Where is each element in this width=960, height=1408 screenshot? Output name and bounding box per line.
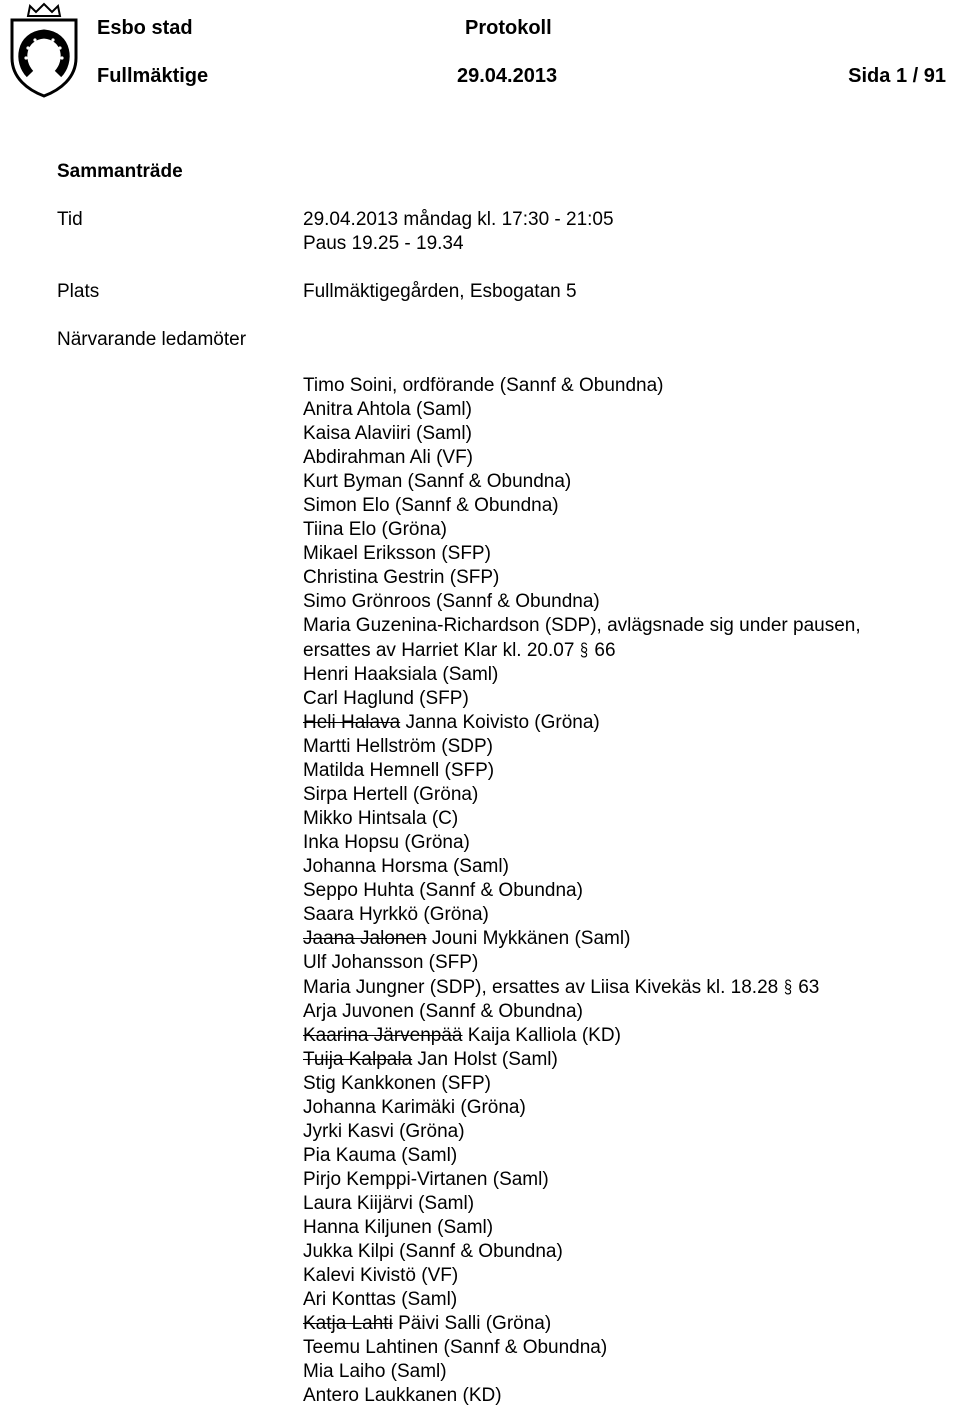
list-item — [303, 590, 953, 614]
list-item — [303, 518, 953, 542]
member-text: Janna Koivisto (Gröna) — [405, 712, 600, 733]
list-item — [303, 1120, 953, 1144]
member-text: Johanna Karimäki (Gröna) — [303, 1097, 526, 1118]
member-text: Timo Soini, ordförande (Sannf & Obundna) — [303, 375, 664, 396]
document-type: Protokoll — [465, 17, 552, 39]
list-item — [303, 783, 953, 807]
list-item — [303, 951, 953, 975]
section-ref: 66 — [594, 640, 616, 661]
list-item — [303, 1240, 953, 1264]
list-item — [303, 1048, 953, 1072]
member-text: Teemu Lahtinen (Sannf & Obundna) — [303, 1337, 608, 1358]
list-item — [303, 735, 953, 759]
member-text: Maria Guzenina-Richardson (SDP), avlägsnade sig under pausen, — [303, 615, 861, 636]
member-text: Mikael Eriksson (SFP) — [303, 543, 491, 564]
list-item — [303, 1024, 953, 1048]
member-text: Stig Kankkonen (SFP) — [303, 1073, 491, 1094]
member-text: Arja Juvonen (Sannf & Obundna) — [303, 1001, 583, 1022]
list-item — [303, 374, 953, 398]
list-item — [303, 494, 953, 518]
list-item — [303, 1336, 953, 1360]
list-item — [303, 903, 953, 927]
list-item — [303, 807, 953, 831]
org-name: Esbo stad — [97, 17, 193, 39]
page-number: Sida 1 / 91 — [848, 65, 946, 87]
list-item — [303, 638, 953, 663]
member-text: Simo Grönroos (Sannf & Obundna) — [303, 591, 600, 612]
member-text: Kalevi Kivistö (VF) — [303, 1265, 459, 1286]
section-ref: 63 — [798, 977, 820, 998]
list-item — [303, 1096, 953, 1120]
list-item — [303, 831, 953, 855]
member-text: Henri Haaksiala (Saml) — [303, 664, 499, 685]
espoo-coat-of-arms-icon — [4, 2, 84, 98]
list-item — [303, 1360, 953, 1384]
member-text: Simon Elo (Sannf & Obundna) — [303, 495, 559, 516]
list-item — [303, 614, 953, 638]
place-label: Plats — [57, 281, 100, 302]
list-item — [303, 975, 953, 1000]
list-item — [303, 927, 953, 951]
list-item — [303, 398, 953, 422]
member-text: Anitra Ahtola (Saml) — [303, 399, 472, 420]
list-item — [303, 1216, 953, 1240]
section-sign: § — [580, 640, 589, 660]
member-text: Antero Laukkanen (KD) — [303, 1385, 502, 1406]
list-item — [303, 1192, 953, 1216]
member-text: Päivi Salli (Gröna) — [398, 1313, 552, 1334]
list-item — [303, 1000, 953, 1024]
member-text: Mia Laiho (Saml) — [303, 1361, 447, 1382]
member-text: Inka Hopsu (Gröna) — [303, 832, 470, 853]
list-item — [303, 446, 953, 470]
struck-name: Katja Lahti — [303, 1313, 393, 1334]
member-text: Kaisa Alaviiri (Saml) — [303, 423, 472, 444]
member-text: Saara Hyrkkö (Gröna) — [303, 904, 489, 925]
place-value: Fullmäktigegården, Esbogatan 5 — [303, 281, 577, 302]
member-text: Mikko Hintsala (C) — [303, 808, 459, 829]
time-value: 29.04.2013 måndag kl. 17:30 - 21:05 — [303, 209, 614, 230]
struck-name: Kaarina Järvenpää — [303, 1025, 463, 1046]
list-item — [303, 1288, 953, 1312]
member-text: ersattes av Harriet Klar kl. 20.07 — [303, 640, 575, 661]
list-item — [303, 687, 953, 711]
member-text: Pirjo Kemppi-Virtanen (Saml) — [303, 1169, 549, 1190]
pause-value: Paus 19.25 - 19.34 — [303, 233, 464, 254]
list-item — [303, 1072, 953, 1096]
member-text: Jyrki Kasvi (Gröna) — [303, 1121, 465, 1142]
member-text: Maria Jungner (SDP), ersattes av Liisa Kivekäs kl. 18.28 — [303, 977, 779, 998]
list-item — [303, 759, 953, 783]
member-text: Jukka Kilpi (Sannf & Obundna) — [303, 1241, 563, 1262]
members-list — [303, 374, 953, 1408]
list-item — [303, 1144, 953, 1168]
list-item — [303, 542, 953, 566]
member-text: Jan Holst (Saml) — [417, 1049, 558, 1070]
member-text: Hanna Kiljunen (Saml) — [303, 1217, 494, 1238]
struck-name: Heli Halava — [303, 712, 401, 733]
list-item — [303, 1264, 953, 1288]
time-label: Tid — [57, 209, 83, 230]
member-text: Seppo Huhta (Sannf & Obundna) — [303, 880, 583, 901]
list-item — [303, 663, 953, 687]
struck-name: Jaana Jalonen — [303, 928, 427, 949]
member-text: Sirpa Hertell (Gröna) — [303, 784, 479, 805]
list-item — [303, 711, 953, 735]
list-item — [303, 1168, 953, 1192]
member-text: Ulf Johansson (SFP) — [303, 952, 479, 973]
member-text: Johanna Horsma (Saml) — [303, 856, 509, 877]
present-members-label: Närvarande ledamöter — [57, 329, 247, 350]
list-item — [303, 422, 953, 446]
member-text: Martti Hellström (SDP) — [303, 736, 494, 757]
member-text: Matilda Hemnell (SFP) — [303, 760, 495, 781]
header-date: 29.04.2013 — [457, 65, 558, 87]
section-title: Sammanträde — [57, 161, 183, 182]
list-item — [303, 470, 953, 494]
list-item — [303, 1384, 953, 1408]
member-text: Tiina Elo (Gröna) — [303, 519, 447, 540]
member-text: Christina Gestrin (SFP) — [303, 567, 500, 588]
list-item — [303, 1312, 953, 1336]
member-text: Carl Haglund (SFP) — [303, 688, 469, 709]
list-item — [303, 566, 953, 590]
member-text: Kurt Byman (Sannf & Obundna) — [303, 471, 572, 492]
member-text: Jouni Mykkänen (Saml) — [431, 928, 631, 949]
member-text: Pia Kauma (Saml) — [303, 1145, 458, 1166]
list-item — [303, 879, 953, 903]
struck-name: Tuija Kalpala — [303, 1049, 413, 1070]
member-text: Laura Kiijärvi (Saml) — [303, 1193, 475, 1214]
member-text: Ari Konttas (Saml) — [303, 1289, 458, 1310]
body-name: Fullmäktige — [97, 65, 209, 87]
section-sign: § — [784, 977, 793, 997]
member-text: Kaija Kalliola (KD) — [467, 1025, 621, 1046]
list-item — [303, 855, 953, 879]
member-text: Abdirahman Ali (VF) — [303, 447, 474, 468]
